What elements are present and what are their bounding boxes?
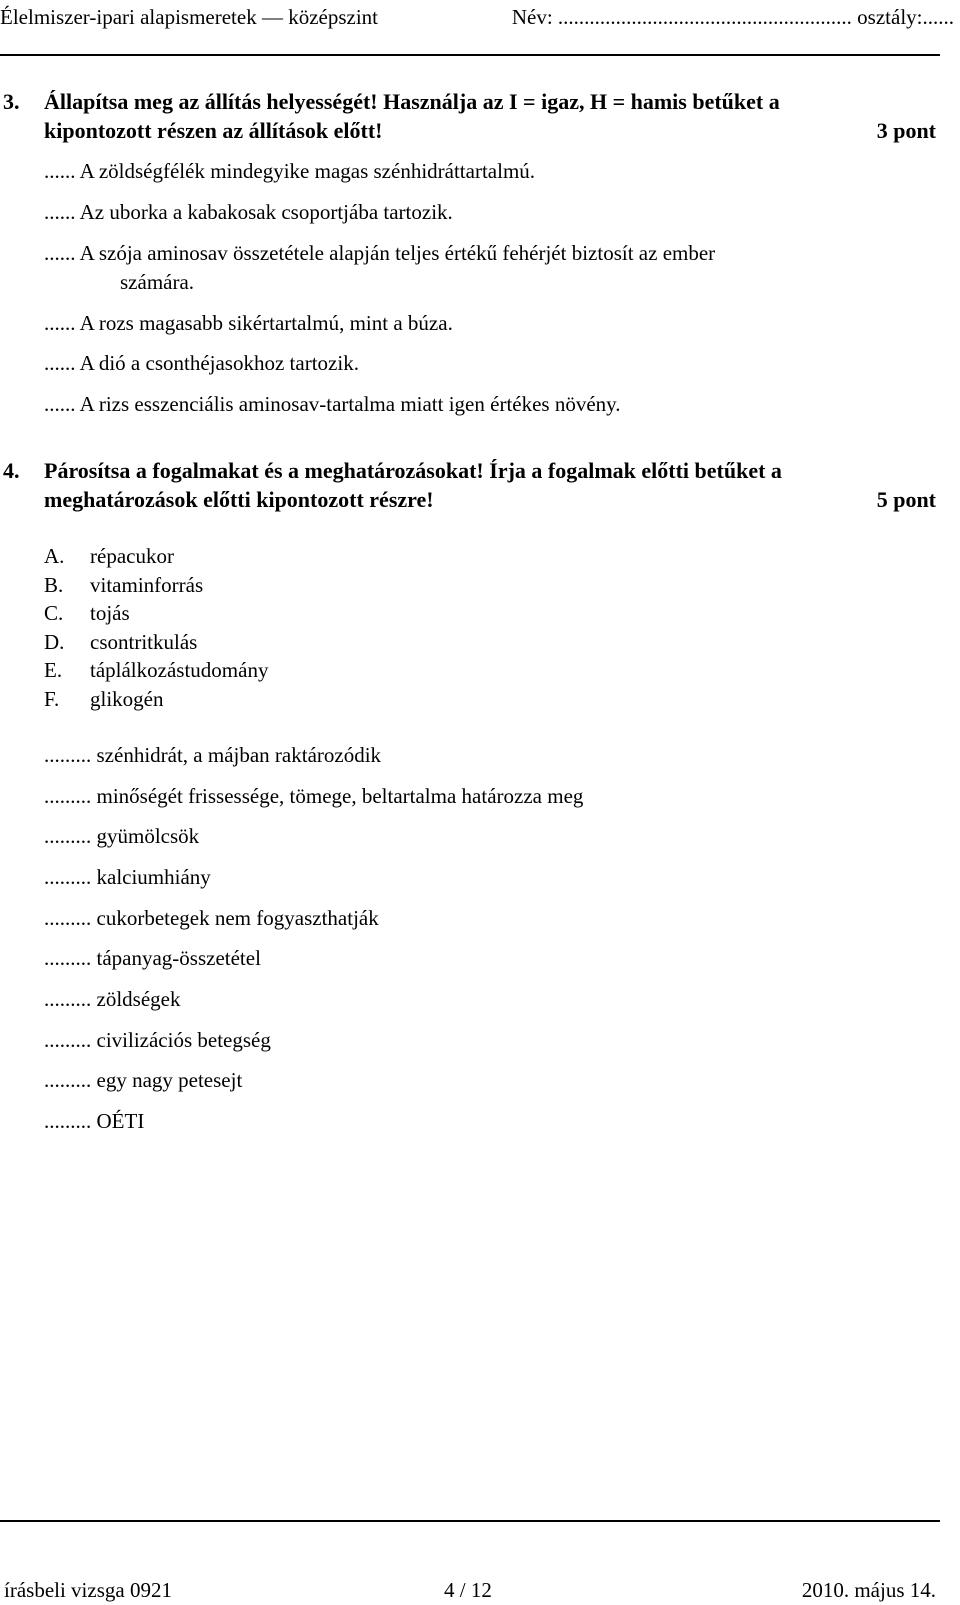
footer-page-number: 4 / 12 xyxy=(444,1578,492,1602)
page-header-name-class: Név: ........................................................ osztály:...... xyxy=(511,5,954,29)
term-letter: C. xyxy=(44,601,64,625)
term-letter: A. xyxy=(44,544,65,568)
question-4-number: 4. xyxy=(3,458,20,483)
definition-item: ......... gyümölcsök xyxy=(44,824,200,848)
definition-item: ......... kalciumhiány xyxy=(44,865,211,889)
term-letter: E. xyxy=(44,658,63,682)
term-text: vitaminforrás xyxy=(90,573,204,597)
question-4-points: 5 pont xyxy=(876,487,936,512)
footer-divider xyxy=(0,1520,940,1522)
question-3-instruction-line2: kipontozott részen az állítások előtt! xyxy=(44,118,383,143)
definition-item: ......... egy nagy petesejt xyxy=(44,1068,243,1092)
footer-date: 2010. május 14. xyxy=(801,1578,936,1602)
statement-4: ...... A rozs magasabb sikértartalmú, mint a búza. xyxy=(44,311,453,335)
definition-item: ......... cukorbetegek nem fogyaszthatják xyxy=(44,906,379,930)
term-letter: F. xyxy=(44,687,60,711)
question-4-instruction-line2: meghatározások előtti kipontozott részre! xyxy=(44,487,434,512)
statement-1: ...... A zöldségfélék mindegyike magas szénhidráttartalmú. xyxy=(44,159,536,183)
definition-item: ......... civilizációs betegség xyxy=(44,1028,271,1052)
header-divider xyxy=(0,54,940,56)
term-text: táplálkozástudomány xyxy=(90,658,269,682)
question-3-number: 3. xyxy=(3,89,20,114)
term-text: tojás xyxy=(90,601,130,625)
definition-item: ......... OÉTI xyxy=(44,1109,145,1133)
footer-exam-code: írásbeli vizsga 0921 xyxy=(4,1578,172,1602)
page-header-title: Élelmiszer-ipari alapismeretek — középszint xyxy=(0,5,379,29)
definition-item: ......... minőségét frissessége, tömege, beltartalma határozza meg xyxy=(44,784,584,808)
definition-item: ......... szénhidrát, a májban raktározódik xyxy=(44,743,382,767)
definition-item: ......... tápanyag-összetétel xyxy=(44,946,261,970)
question-4-instruction-line1: Párosítsa a fogalmakat és a meghatározásokat! Írja a fogalmak előtti betűket a xyxy=(44,458,782,483)
term-letter: B. xyxy=(44,573,64,597)
statement-5: ...... A dió a csonthéjasokhoz tartozik. xyxy=(44,351,359,375)
term-text: csontritkulás xyxy=(90,630,198,654)
term-text: glikogén xyxy=(90,687,164,711)
definition-item: ......... zöldségek xyxy=(44,987,181,1011)
statement-3-continuation: számára. xyxy=(120,270,195,294)
statement-2: ...... Az uborka a kabakosak csoportjába tartozik. xyxy=(44,200,453,224)
statement-6: ...... A rizs esszenciális aminosav-tartalma miatt igen értékes növény. xyxy=(44,392,621,416)
term-letter: D. xyxy=(44,630,65,654)
statement-3: ...... A szója aminosav összetétele alapján teljes értékű fehérjét biztosít az ember xyxy=(44,241,716,265)
question-3-instruction-line1: Állapítsa meg az állítás helyességét! Használja az I = igaz, H = hamis betűket a xyxy=(44,89,780,114)
term-text: répacukor xyxy=(90,544,174,568)
question-3-points: 3 pont xyxy=(876,118,936,143)
